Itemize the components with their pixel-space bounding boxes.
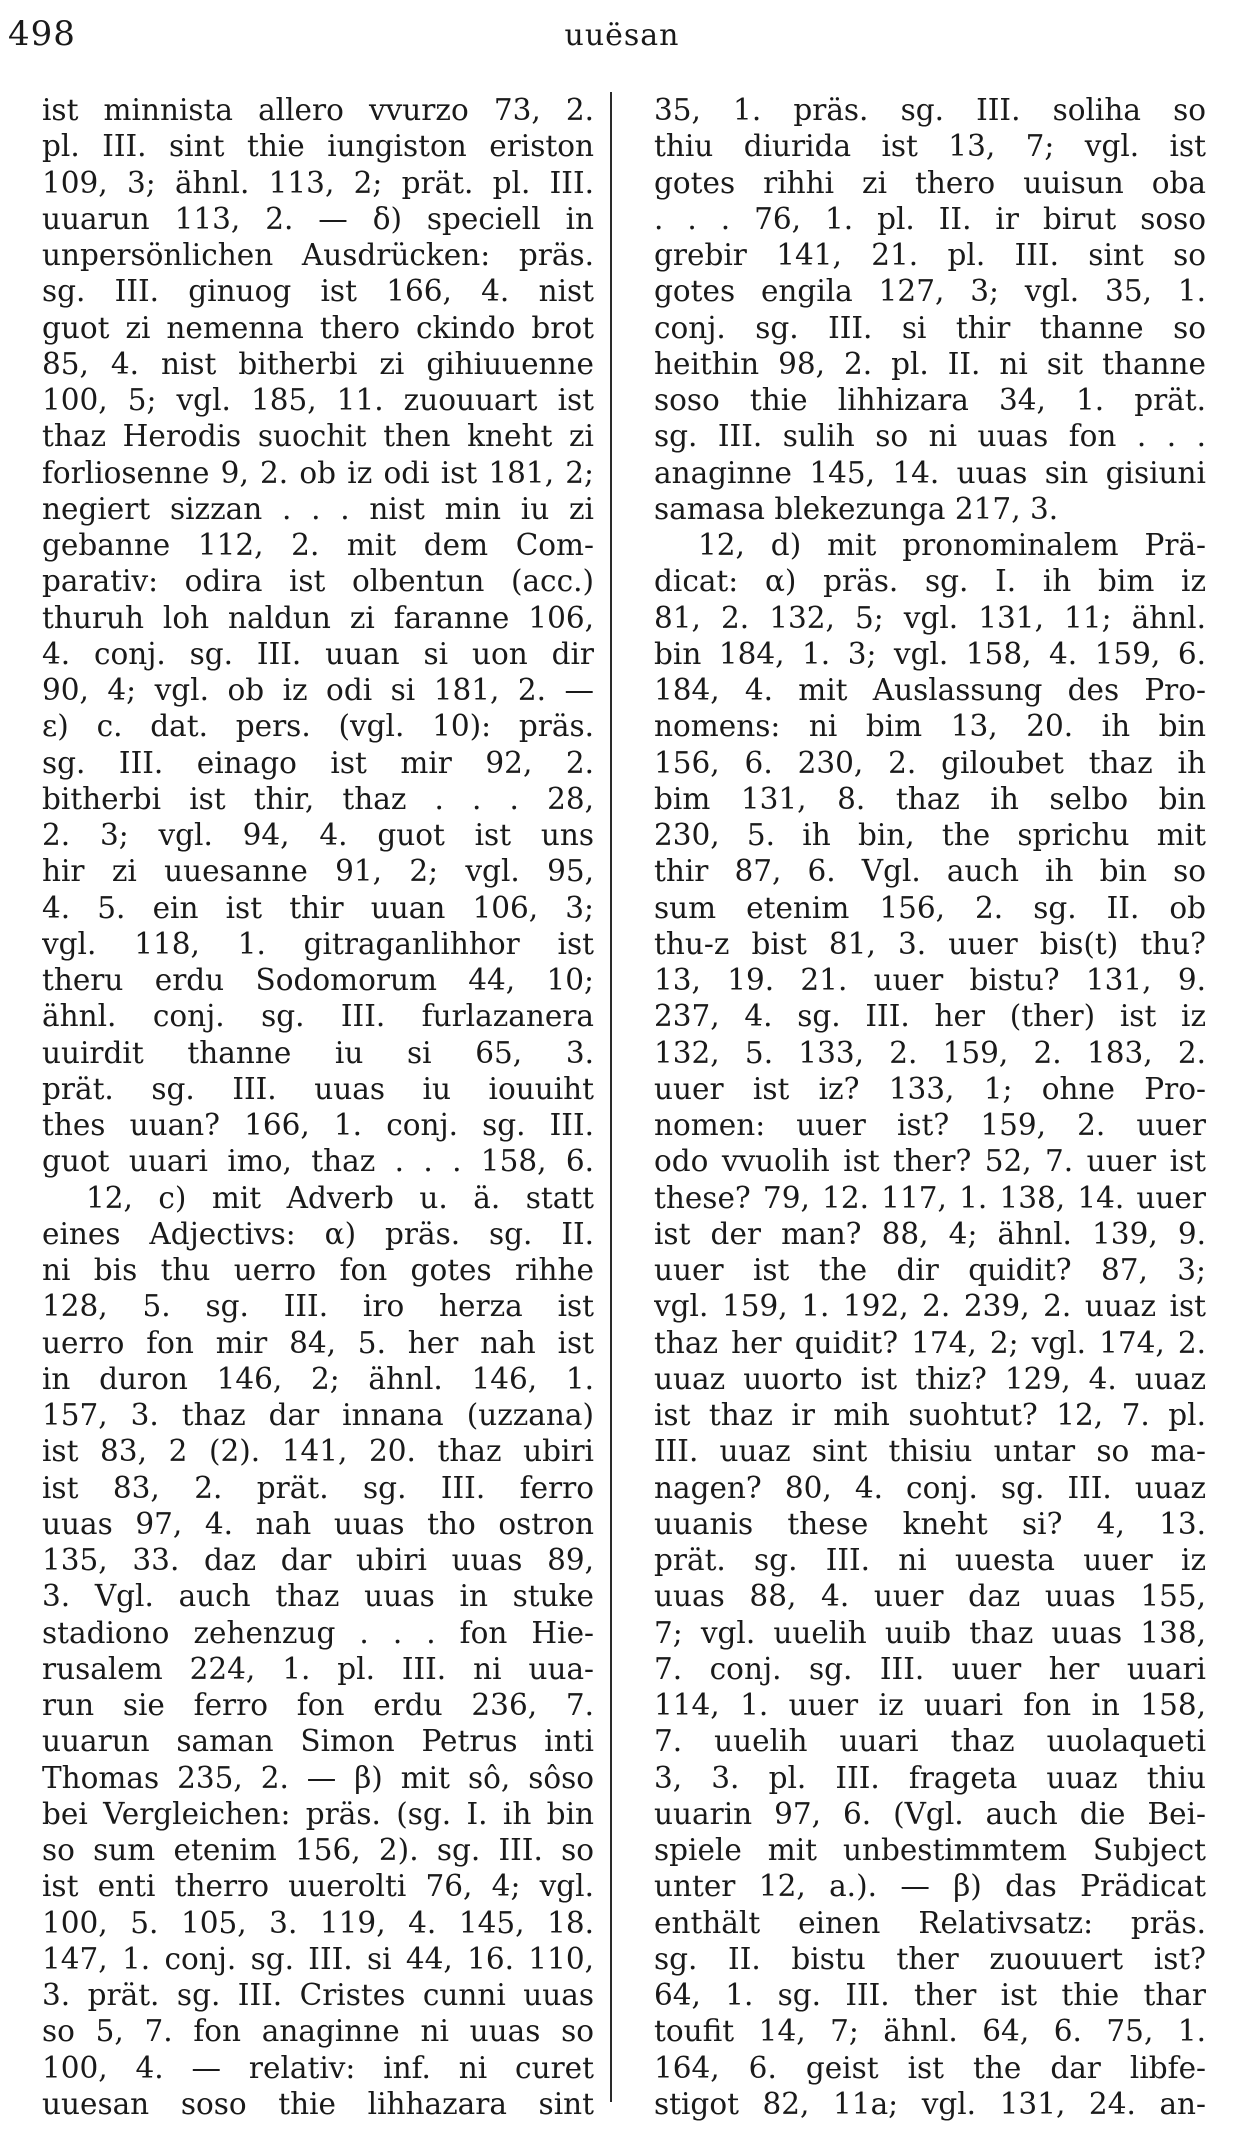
text-line: uuarin 97, 6. (Vgl. auch die Bei- <box>654 1796 1206 1831</box>
text-line: uerro fon mir 84, 5. her nah ist <box>42 1325 594 1360</box>
text-line: 100, 5. 105, 3. 119, 4. 145, 18. <box>42 1905 594 1940</box>
text-line: bitherbi ist thir, thaz . . . 28, <box>42 781 594 816</box>
text-line: bin 184, 1. 3; vgl. 158, 4. 159, 6. <box>654 636 1206 671</box>
text-line: 7. uuelih uuari thaz uuolaqueti <box>654 1724 1206 1759</box>
text-line: stadiono zehenzug . . . fon Hie- <box>42 1615 594 1650</box>
text-line: ist der man? 88, 4; ähnl. 139, 9. <box>654 1216 1206 1251</box>
text-line: 157, 3. thaz dar innana (uzzana) <box>42 1398 594 1432</box>
text-line: unter 12, a.). — β) das Prädicat <box>654 1869 1206 1904</box>
text-line: rusalem 224, 1. pl. III. ni uua- <box>42 1651 594 1686</box>
text-line: 132, 5. 133, 2. 159, 2. 183, 2. <box>654 1035 1206 1070</box>
text-line: uuas 97, 4. nah uuas tho ostron <box>42 1506 594 1541</box>
text-line: so sum etenim 156, 2). sg. III. so <box>42 1833 594 1867</box>
text-line: 64, 1. sg. III. ther ist thie thar <box>654 1978 1206 2012</box>
text-line: uuesan soso thie lihhazara sint <box>42 2086 594 2121</box>
text-line: 147, 1. conj. sg. III. si 44, 16. 110, <box>42 1941 594 1976</box>
text-line: ist 83, 2 (2). 141, 20. thaz ubiri <box>42 1434 594 1469</box>
text-line: soso thie lihhizara 34, 1. prät. <box>654 383 1206 417</box>
text-line: dicat: α) präs. sg. I. ih bim iz <box>654 564 1206 599</box>
text-line: 135, 33. daz dar ubiri uuas 89, <box>42 1543 594 1577</box>
text-line: 100, 5; vgl. 185, 11. zuouuart ist <box>42 383 594 417</box>
text-line: uuirdit thanne iu si 65, 3. <box>42 1035 594 1070</box>
text-line: 156, 6. 230, 2. giloubet thaz ih <box>654 745 1206 780</box>
text-line: nagen? 80, 4. conj. sg. III. uuaz <box>654 1470 1206 1505</box>
text-line: theru erdu Sodomorum 44, 10; <box>42 963 594 997</box>
text-line: so 5, 7. fon anaginne ni uuas so <box>42 2014 594 2049</box>
text-line: guot zi nemenna thero ckindo brot <box>42 310 594 345</box>
text-line: 4. 5. ein ist thir uuan 106, 3; <box>42 890 594 925</box>
text-line: nomen: uuer ist? 159, 2. uuer <box>654 1108 1206 1142</box>
text-line: conj. sg. III. si thir thanne so <box>654 310 1206 345</box>
text-line: eines Adjectivs: α) präs. sg. II. <box>42 1216 594 1251</box>
text-line: uuanis these kneht si? 4, 13. <box>654 1506 1206 1541</box>
header-headword: uuësan <box>564 18 680 53</box>
text-line: thes uuan? 166, 1. conj. sg. III. <box>42 1108 594 1142</box>
text-line: uuer ist iz? 133, 1; ohne Pro- <box>654 1071 1206 1106</box>
text-line: uuer ist the dir quidit? 87, 3; <box>654 1253 1206 1287</box>
text-line: ε) c. dat. pers. (vgl. 10): präs. <box>42 709 594 744</box>
text-line: ist enti therro uuerolti 76, 4; vgl. <box>42 1869 594 1904</box>
text-line: uuarun 113, 2. — δ) speciell in <box>42 201 594 236</box>
text-line: 184, 4. mit Auslassung des Pro- <box>654 673 1206 707</box>
text-line: 100, 4. — relativ: inf. ni curet <box>42 2050 594 2085</box>
text-line: heithin 98, 2. pl. II. ni sit thanne <box>654 346 1206 381</box>
text-line: prät. sg. III. uuas iu iouuiht <box>42 1071 594 1106</box>
text-line: these? 79, 12. 117, 1. 138, 14. uuer <box>654 1180 1206 1215</box>
text-line: ist 83, 2. prät. sg. III. ferro <box>42 1470 594 1505</box>
text-line: spiele mit unbestimmtem Subject <box>654 1833 1206 1867</box>
text-line: unpersönlichen Ausdrücken: präs. <box>42 238 594 272</box>
text-line: 109, 3; ähnl. 113, 2; prät. pl. III. <box>42 165 594 200</box>
column-divider <box>610 92 612 2102</box>
text-line: 4. conj. sg. III. uuan si uon dir <box>42 636 594 671</box>
text-line: thiu diurida ist 13, 7; vgl. ist <box>654 129 1206 164</box>
text-line: vgl. 159, 1. 192, 2. 239, 2. uuaz ist <box>654 1289 1206 1324</box>
text-line: vgl. 118, 1. gitraganlihhor ist <box>42 926 594 961</box>
text-line: anaginne 145, 14. uuas sin gisiuni <box>654 455 1206 490</box>
text-line: uuas 88, 4. uuer daz uuas 155, <box>654 1579 1206 1614</box>
text-line: 3. prät. sg. III. Cristes cunni uuas <box>42 1978 594 2012</box>
running-head <box>0 0 1244 70</box>
page-number: 498 <box>8 14 76 54</box>
text-line: 7. conj. sg. III. uuer her uuari <box>654 1651 1206 1686</box>
text-line: ähnl. conj. sg. III. furlazanera <box>42 999 594 1034</box>
text-line: 128, 5. sg. III. iro herza ist <box>42 1289 594 1324</box>
text-line: bim 131, 8. thaz ih selbo bin <box>654 781 1206 816</box>
text-line: prät. sg. III. ni uuesta uuer iz <box>654 1543 1206 1577</box>
text-line: 12, c) mit Adverb u. ä. statt <box>86 1180 594 1215</box>
text-line: 85, 4. nist bitherbi zi gihiuuenne <box>42 346 594 381</box>
text-line: sg. III. ginuog ist 166, 4. nist <box>42 274 594 309</box>
text-line: 13, 19. 21. uuer bistu? 131, 9. <box>654 963 1206 997</box>
text-line: 81, 2. 132, 5; vgl. 131, 11; ähnl. <box>654 600 1206 635</box>
text-line: grebir 141, 21. pl. III. sint so <box>654 238 1206 272</box>
text-line: gotes rihhi zi thero uuisun oba <box>654 165 1206 200</box>
text-line: pl. III. sint thie iungiston eriston <box>42 129 594 164</box>
text-line: III. uuaz sint thisiu untar so ma- <box>654 1434 1206 1469</box>
text-line: sg. III. sulih so ni uuas fon . . . <box>654 419 1206 454</box>
text-line: 230, 5. ih bin, the sprichu mit <box>654 818 1206 852</box>
text-line: uuarun saman Simon Petrus inti <box>42 1724 594 1759</box>
text-line: Thomas 235, 2. — β) mit sô, sôso <box>42 1760 594 1795</box>
text-line: sg. II. bistu ther zuouuert ist? <box>654 1941 1206 1976</box>
text-line: 90, 4; vgl. ob iz odi si 181, 2. — <box>42 673 594 707</box>
text-line: samasa blekezunga 217, 3. <box>654 491 1059 526</box>
text-line: 7; vgl. uuelih uuib thaz uuas 138, <box>654 1615 1206 1650</box>
text-line: thir 87, 6. Vgl. auch ih bin so <box>654 854 1206 889</box>
text-line: sg. III. einago ist mir 92, 2. <box>42 745 594 780</box>
text-line: 3. Vgl. auch thaz uuas in stuke <box>42 1579 594 1614</box>
text-line: run sie ferro fon erdu 236, 7. <box>42 1688 594 1722</box>
text-line: 164, 6. geist ist the dar libfe- <box>654 2050 1206 2085</box>
text-line: 237, 4. sg. III. her (ther) ist iz <box>654 999 1206 1034</box>
text-line: sum etenim 156, 2. sg. II. ob <box>654 890 1206 925</box>
text-line: forliosenne 9, 2. ob iz odi ist 181, 2; <box>42 455 594 490</box>
text-line: ni bis thu uerro fon gotes rihhe <box>42 1253 594 1287</box>
text-line: stigot 82, 11a; vgl. 131, 24. an- <box>654 2086 1206 2121</box>
text-line: parativ: odira ist olbentun (acc.) <box>42 564 594 599</box>
text-line: 2. 3; vgl. 94, 4. guot ist uns <box>42 818 594 852</box>
text-line: thu-z bist 81, 3. uuer bis(t) thu? <box>654 926 1206 961</box>
text-line: negiert sizzan . . . nist min iu zi <box>42 491 594 526</box>
text-line: thaz Herodis suochit then kneht zi <box>42 419 594 454</box>
text-line: . . . 76, 1. pl. II. ir birut soso <box>654 201 1206 236</box>
text-line: 114, 1. uuer iz uuari fon in 158, <box>654 1688 1206 1722</box>
text-line: hir zi uuesanne 91, 2; vgl. 95, <box>42 854 594 889</box>
text-line: 35, 1. präs. sg. III. soliha so <box>654 93 1206 127</box>
text-line: bei Vergleichen: präs. (sg. I. ih bin <box>42 1796 594 1831</box>
right-column <box>654 92 1206 2122</box>
text-line: odo vvuolih ist ther? 52, 7. uuer ist <box>654 1144 1206 1179</box>
text-line: thuruh loh naldun zi faranne 106, <box>42 600 594 635</box>
text-line: ist minnista allero vvurzo 73, 2. <box>42 93 594 127</box>
left-column <box>42 92 594 2122</box>
text-line: gotes engila 127, 3; vgl. 35, 1. <box>654 274 1206 309</box>
text-line: gebanne 112, 2. mit dem Com- <box>42 528 594 562</box>
text-line: guot uuari imo, thaz . . . 158, 6. <box>42 1144 594 1179</box>
text-line: enthält einen Relativsatz: präs. <box>654 1905 1206 1940</box>
text-line: uuaz uuorto ist thiz? 129, 4. uuaz <box>654 1361 1206 1396</box>
text-line: 12, d) mit pronominalem Prä- <box>698 528 1206 562</box>
text-line: nomens: ni bim 13, 20. ih bin <box>654 709 1206 744</box>
text-line: thaz her quidit? 174, 2; vgl. 174, 2. <box>654 1325 1206 1360</box>
text-line: ist thaz ir mih suohtut? 12, 7. pl. <box>654 1398 1206 1432</box>
text-line: toufit 14, 7; ähnl. 64, 6. 75, 1. <box>654 2014 1206 2049</box>
text-line: in duron 146, 2; ähnl. 146, 1. <box>42 1361 594 1396</box>
text-line: 3, 3. pl. III. frageta uuaz thiu <box>654 1760 1206 1795</box>
